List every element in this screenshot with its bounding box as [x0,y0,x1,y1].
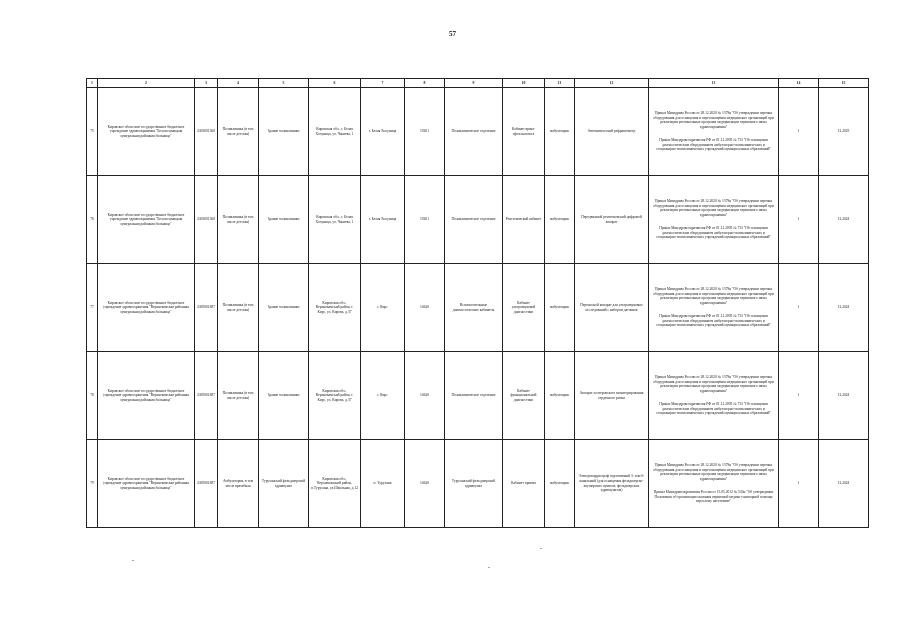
organization-name: Кировское областное государственное бюджетное учреждение здравоохранения "Верхнекамская районная центральная районная больница" [98,352,195,440]
column-header: 8 [405,79,445,88]
table-row [87,352,869,440]
inn: 4303001360 [195,176,218,264]
care-mode: амбулаторно [545,264,575,352]
regulation-primary: Приказ Минздрава России от 28.12.2020 № 1379н "Об утверждении перечня оборудования для оснащения и переоснащения медицинских организаций при реализации региональных программ модернизации первичного звена здравоохранения" [653,110,774,129]
quantity: 1 [779,88,819,176]
column-header: 4 [218,79,259,88]
building: Здание поликлиники [259,176,309,264]
cabinet: Кабинет врача-офтальмолога [503,88,545,176]
deadline: 12.2024 [819,176,869,264]
row-number: 76 [87,176,98,264]
care-mode: амбулаторно [545,352,575,440]
organization-name: Кировское областное государственное бюджетное учреждение здравоохранения "Белохолуницкая центральная районная больница" [98,176,195,264]
column-header: 11 [545,79,575,88]
deadline: 12.2024 [819,352,869,440]
regulation [649,176,779,264]
locality: г. Белая Холуница [361,176,405,264]
page-number: 57 [449,30,456,38]
building: Здание поликлиники [259,352,309,440]
code: 10201 [405,88,445,176]
regulation [649,264,779,352]
locality: г. Белая Холуница [361,88,405,176]
column-header: 13 [649,79,779,88]
locality: п. Турухана [361,440,405,528]
code: 14626 [405,352,445,440]
address: Кировская обл., Верхнекамский район, г. Кирс, ул. Кирова, д.37 [309,352,361,440]
scan-speck [132,560,134,561]
code: 14626 [405,264,445,352]
scan-speck [488,567,490,568]
equipment: Аппарат холтеровского мониторирования сердечного ритма [575,352,649,440]
address: Кировская обл., г. Белая Холуница, ул. Чапаева, 1 [309,88,361,176]
table-row [87,176,869,264]
facility-type: Поликлиника (в том числе детская) [218,88,259,176]
facility-type: Поликлиника (в том числе детская) [218,352,259,440]
column-header: 9 [445,79,503,88]
cabinet: Рентгеновский кабинет [503,176,545,264]
equipment: Автоматический рефрактометр [575,88,649,176]
column-header: 3 [195,79,218,88]
regulation-secondary: Приказ Минздравсоцразвития РФ от 01.12.2005 № 753 "Об оснащении диагностическим оборудованием амбулаторно-поликлинических и стационарно-поликлинических учреждений муниципальных образований" [656,402,771,416]
inn: 4305001687 [195,440,218,528]
cabinet: Кабинет приема [503,440,545,528]
column-header: 14 [779,79,819,88]
regulation-secondary: Приказ Минздравсоцразвития РФ от 01.12.2005 № 753 "Об оснащении диагностическим оборудованием амбулаторно-поликлинических и стационарно-поликлинических учреждений муниципальных образований" [656,138,771,152]
inn: 4305001687 [195,264,218,352]
column-header: 10 [503,79,545,88]
deadline: 12.2025 [819,88,869,176]
regulation-primary: Приказ Минздрава России от 28.12.2020 № 1379н "Об утверждении перечня оборудования для оснащения и переоснащения медицинских организаций при реализации региональных программ модернизации первичного звена здравоохранения" [653,462,774,481]
department: Поликлиническое отделение [445,88,503,176]
address: Кировская обл., г. Белая Холуница, ул. Чапаева, 1 [309,176,361,264]
equipment: Электрокардиограф портативный 3- или 6-канальный (для оснащения фельдшерско-акушерских пунктов, фельдшерских здравпунктов) [575,440,649,528]
building: Здание поликлиники [259,264,309,352]
address: Кировская обл., Верхнекамский район, г. Кирс, ул. Кирова, д.37 [309,264,361,352]
regulation-primary: Приказ Минздрава России от 28.12.2020 № 1379н "Об утверждении перечня оборудования для оснащения и переоснащения медицинских организаций при реализации региональных программ модернизации первичного звена здравоохранения" [653,374,774,393]
department: Поликлиническое отделение [445,352,503,440]
column-header: 2 [98,79,195,88]
inn: 4305001687 [195,352,218,440]
code: 10201 [405,176,445,264]
facility-type: Поликлиника (в том числе детская) [218,264,259,352]
department: Туруханский фельдшерский здравпункт [445,440,503,528]
locality: г. Кирс [361,352,405,440]
regulation-primary: Приказ Минздрава России от 28.12.2020 № 1379н "Об утверждении перечня оборудования для оснащения и переоснащения медицинских организаций при реализации региональных программ модернизации первичного звена здравоохранения" [653,286,774,305]
organization-name: Кировское областное государственное бюджетное учреждение здравоохранения "Верхнекамская районная центральная районная больница" [98,264,195,352]
quantity: 1 [779,352,819,440]
regulation-primary: Приказ Минздрава России от 28.12.2020 № 1379н "Об утверждении перечня оборудования для оснащения и переоснащения медицинских организаций при реализации региональных программ модернизации первичного звена здравоохранения" [653,198,774,217]
row-number: 75 [87,88,98,176]
locality: г. Кирс [361,264,405,352]
deadline: 12.2024 [819,264,869,352]
building: Туруханский фельдшерский здравпункт [259,440,309,528]
cabinet: Кабинет функциональной диагностики [503,352,545,440]
organization-name: Кировское областное государственное бюджетное учреждение здравоохранения "Белохолуницкая центральная районная больница" [98,88,195,176]
department: Поликлиническое отделение [445,176,503,264]
building: Здание поликлиники [259,88,309,176]
cabinet: Кабинет ультразвуковой диагностики [503,264,545,352]
column-header: 5 [259,79,309,88]
deadline: 12.2024 [819,440,869,528]
header-row [87,79,869,88]
facility-type: Амбулатория, в том числе врачебная [218,440,259,528]
facility-type: Поликлиника (в том числе детская) [218,176,259,264]
equipment-table [86,78,869,528]
care-mode: амбулаторно [545,176,575,264]
regulation [649,440,779,528]
table-row [87,440,869,528]
row-number: 77 [87,264,98,352]
column-header: 15 [819,79,869,88]
column-header: 12 [575,79,649,88]
column-header: 7 [361,79,405,88]
table-row [87,264,869,352]
column-header: 1 [87,79,98,88]
care-mode: амбулаторно [545,88,575,176]
row-number: 78 [87,352,98,440]
equipment: Переносной аппарат для ультразвуковых исследований с набором датчиков [575,264,649,352]
department: Вспомогательные диагностические кабинеты [445,264,503,352]
regulation-secondary: Приказ Минздравсоцразвития России от 15.05.2012 № 543н "Об утверждении Положения об организации оказания первичной медико-санитарной помощи взрослому населению" [653,490,774,504]
row-number: 79 [87,440,98,528]
code: 14626 [405,440,445,528]
regulation [649,88,779,176]
regulation [649,352,779,440]
address: Кировская обл., Верхнекамский район, п.Турухана, ул.Школьная, д.12 [309,440,361,528]
column-header: 6 [309,79,361,88]
regulation-secondary: Приказ Минздравсоцразвития РФ от 01.12.2005 № 753 "Об оснащении диагностическим оборудованием амбулаторно-поликлинических и стационарно-поликлинических учреждений муниципальных образований" [656,314,771,328]
inn: 4303001360 [195,88,218,176]
quantity: 1 [779,176,819,264]
scan-speck [540,548,542,549]
regulation-secondary: Приказ Минздравсоцразвития РФ от 01.12.2005 № 753 "Об оснащении диагностическим оборудованием амбулаторно-поликлинических и стационарно-поликлинических учреждений муниципальных образований" [656,226,771,240]
table-row [87,88,869,176]
organization-name: Кировское областное государственное бюджетное учреждение здравоохранения "Верхнекамская районная центральная районная больница" [98,440,195,528]
care-mode: амбулаторно [545,440,575,528]
quantity: 1 [779,264,819,352]
quantity: 1 [779,440,819,528]
equipment: Передвижной рентгеновский цифровой аппарат [575,176,649,264]
